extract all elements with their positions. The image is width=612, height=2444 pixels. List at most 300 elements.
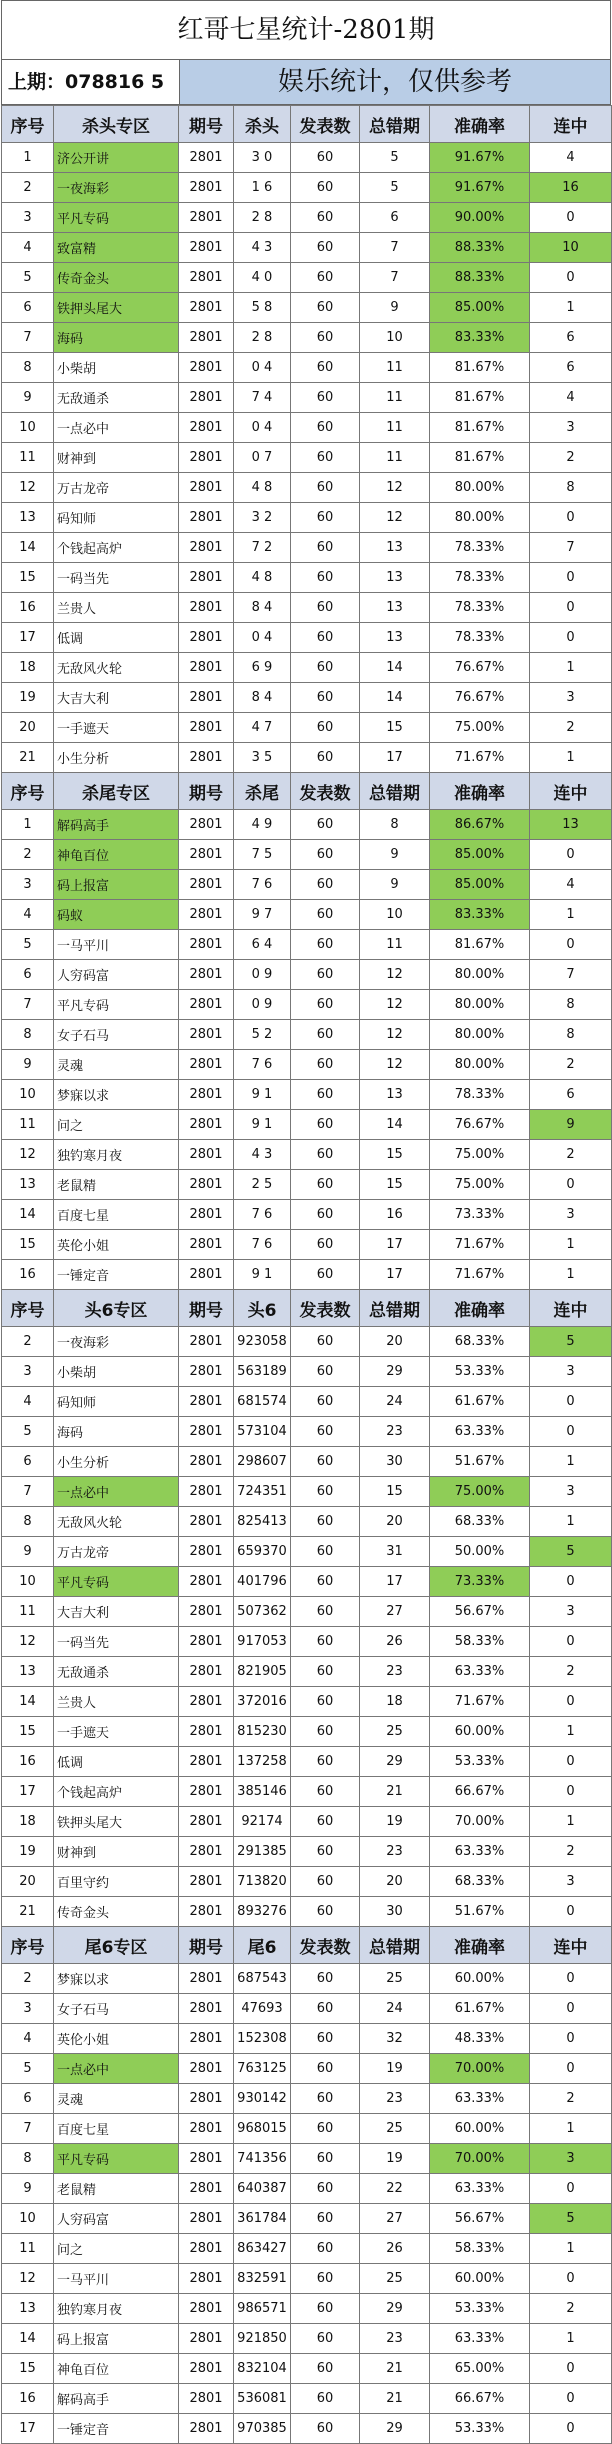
cell-issue-number: 2801 [179, 713, 234, 743]
cell-prediction-value: 659370 [234, 1537, 291, 1567]
cell-accuracy: 78.33% [430, 563, 530, 593]
cell-error-count: 5 [360, 143, 430, 173]
cell-accuracy: 83.33% [430, 900, 530, 930]
column-header-row-number: 序号 [2, 106, 54, 143]
cell-win-streak: 3 [530, 1597, 612, 1627]
cell-accuracy: 61.67% [430, 1994, 530, 2024]
table-row [2, 1447, 612, 1477]
table-row [2, 1200, 612, 1230]
cell-error-count: 20 [360, 1867, 430, 1897]
cell-row-number: 2 [2, 1964, 54, 1994]
cell-prediction-value: 4 0 [234, 263, 291, 293]
cell-source-name: 平凡专码 [54, 203, 179, 233]
cell-issue-number: 2801 [179, 2264, 234, 2294]
cell-win-streak: 0 [530, 1994, 612, 2024]
cell-accuracy: 75.00% [430, 713, 530, 743]
cell-row-number: 13 [2, 1170, 54, 1200]
cell-win-streak: 0 [530, 2354, 612, 2384]
cell-win-streak: 1 [530, 1507, 612, 1537]
cell-accuracy: 80.00% [430, 1050, 530, 1080]
cell-accuracy: 71.67% [430, 743, 530, 773]
cell-accuracy: 81.67% [430, 353, 530, 383]
cell-row-number: 17 [2, 2414, 54, 2444]
cell-prediction-value: 815230 [234, 1717, 291, 1747]
table-row [2, 683, 612, 713]
table-row [2, 900, 612, 930]
cell-prediction-value: 893276 [234, 1897, 291, 1927]
cell-error-count: 12 [360, 990, 430, 1020]
cell-source-name: 致富精 [54, 233, 179, 263]
cell-post-count: 60 [291, 143, 360, 173]
cell-issue-number: 2801 [179, 323, 234, 353]
table-row [2, 2354, 612, 2384]
cell-row-number: 8 [2, 2144, 54, 2174]
cell-accuracy: 70.00% [430, 1807, 530, 1837]
cell-win-streak: 16 [530, 173, 612, 203]
table-row [2, 930, 612, 960]
cell-source-name: 平凡专码 [54, 990, 179, 1020]
cell-error-count: 26 [360, 2234, 430, 2264]
cell-win-streak: 0 [530, 1747, 612, 1777]
cell-accuracy: 85.00% [430, 293, 530, 323]
cell-accuracy: 58.33% [430, 2234, 530, 2264]
cell-source-name: 一手遮天 [54, 713, 179, 743]
column-header-win-streak: 连中 [530, 106, 612, 143]
cell-win-streak: 0 [530, 1567, 612, 1597]
table-row [2, 383, 612, 413]
cell-row-number: 12 [2, 1140, 54, 1170]
cell-error-count: 12 [360, 503, 430, 533]
cell-source-name: 一夜海彩 [54, 1327, 179, 1357]
cell-issue-number: 2801 [179, 593, 234, 623]
cell-error-count: 23 [360, 2084, 430, 2114]
cell-win-streak: 0 [530, 2024, 612, 2054]
column-header-row-number: 序号 [2, 773, 54, 810]
table-row [2, 1170, 612, 1200]
cell-win-streak: 0 [530, 840, 612, 870]
cell-accuracy: 85.00% [430, 870, 530, 900]
cell-source-name: 英伦小姐 [54, 1230, 179, 1260]
cell-accuracy: 73.33% [430, 1567, 530, 1597]
column-header-win-streak: 连中 [530, 773, 612, 810]
cell-prediction-value: 4 3 [234, 1140, 291, 1170]
cell-issue-number: 2801 [179, 1050, 234, 1080]
table-row [2, 2204, 612, 2234]
table-row [2, 713, 612, 743]
cell-accuracy: 63.33% [430, 2174, 530, 2204]
table-row [2, 1687, 612, 1717]
cell-post-count: 60 [291, 2084, 360, 2114]
cell-row-number: 20 [2, 713, 54, 743]
cell-source-name: 梦寐以求 [54, 1964, 179, 1994]
cell-issue-number: 2801 [179, 1170, 234, 1200]
cell-win-streak: 3 [530, 413, 612, 443]
cell-post-count: 60 [291, 1140, 360, 1170]
cell-post-count: 60 [291, 930, 360, 960]
cell-post-count: 60 [291, 2174, 360, 2204]
cell-source-name: 一点必中 [54, 413, 179, 443]
cell-error-count: 27 [360, 2204, 430, 2234]
cell-prediction-value: 4 7 [234, 713, 291, 743]
cell-source-name: 个钱起高炉 [54, 533, 179, 563]
cell-prediction-value: 9 1 [234, 1080, 291, 1110]
cell-issue-number: 2801 [179, 1140, 234, 1170]
cell-error-count: 15 [360, 1140, 430, 1170]
cell-issue-number: 2801 [179, 1447, 234, 1477]
cell-post-count: 60 [291, 840, 360, 870]
table-row [2, 623, 612, 653]
cell-error-count: 11 [360, 353, 430, 383]
cell-accuracy: 70.00% [430, 2054, 530, 2084]
cell-win-streak: 7 [530, 960, 612, 990]
cell-source-name: 女子石马 [54, 1020, 179, 1050]
cell-row-number: 16 [2, 2384, 54, 2414]
cell-win-streak: 1 [530, 1230, 612, 1260]
cell-prediction-value: 923058 [234, 1327, 291, 1357]
cell-post-count: 60 [291, 1964, 360, 1994]
cell-issue-number: 2801 [179, 810, 234, 840]
section-header-row [2, 1927, 612, 1964]
cell-row-number: 1 [2, 810, 54, 840]
cell-issue-number: 2801 [179, 1417, 234, 1447]
stats-table [1, 105, 612, 2444]
cell-win-streak: 2 [530, 1140, 612, 1170]
cell-post-count: 60 [291, 1687, 360, 1717]
table-row [2, 1747, 612, 1777]
cell-prediction-value: 921850 [234, 2324, 291, 2354]
cell-prediction-value: 9 7 [234, 900, 291, 930]
cell-error-count: 7 [360, 233, 430, 263]
cell-win-streak: 1 [530, 900, 612, 930]
table-row [2, 2264, 612, 2294]
cell-accuracy: 63.33% [430, 1657, 530, 1687]
cell-error-count: 29 [360, 1747, 430, 1777]
cell-row-number: 11 [2, 1110, 54, 1140]
cell-error-count: 15 [360, 1477, 430, 1507]
cell-post-count: 60 [291, 1567, 360, 1597]
cell-post-count: 60 [291, 293, 360, 323]
cell-error-count: 5 [360, 173, 430, 203]
cell-issue-number: 2801 [179, 1080, 234, 1110]
cell-prediction-value: 361784 [234, 2204, 291, 2234]
table-row [2, 1260, 612, 1290]
cell-prediction-value: 0 4 [234, 623, 291, 653]
cell-row-number: 3 [2, 203, 54, 233]
cell-error-count: 22 [360, 2174, 430, 2204]
table-row [2, 870, 612, 900]
cell-prediction-value: 4 8 [234, 473, 291, 503]
cell-source-name: 英伦小姐 [54, 2024, 179, 2054]
cell-prediction-value: 5 8 [234, 293, 291, 323]
cell-source-name: 低调 [54, 1747, 179, 1777]
cell-prediction-value: 92174 [234, 1807, 291, 1837]
cell-accuracy: 78.33% [430, 593, 530, 623]
cell-prediction-value: 986571 [234, 2294, 291, 2324]
cell-error-count: 12 [360, 473, 430, 503]
cell-prediction-value: 763125 [234, 2054, 291, 2084]
cell-issue-number: 2801 [179, 1230, 234, 1260]
cell-win-streak: 5 [530, 1327, 612, 1357]
cell-error-count: 25 [360, 2114, 430, 2144]
cell-win-streak: 5 [530, 2204, 612, 2234]
cell-row-number: 13 [2, 2294, 54, 2324]
table-row [2, 2294, 612, 2324]
cell-source-name: 神龟百位 [54, 840, 179, 870]
cell-issue-number: 2801 [179, 653, 234, 683]
table-row [2, 323, 612, 353]
cell-accuracy: 75.00% [430, 1140, 530, 1170]
cell-post-count: 60 [291, 1897, 360, 1927]
cell-source-name: 小生分析 [54, 1447, 179, 1477]
cell-issue-number: 2801 [179, 173, 234, 203]
cell-prediction-value: 3 0 [234, 143, 291, 173]
cell-issue-number: 2801 [179, 203, 234, 233]
cell-issue-number: 2801 [179, 563, 234, 593]
cell-row-number: 7 [2, 2114, 54, 2144]
cell-row-number: 11 [2, 2234, 54, 2264]
cell-post-count: 60 [291, 473, 360, 503]
table-row [2, 1807, 612, 1837]
cell-error-count: 21 [360, 2384, 430, 2414]
cell-error-count: 6 [360, 203, 430, 233]
cell-issue-number: 2801 [179, 1897, 234, 1927]
page-title: 红哥七星统计-2801期 [1, 0, 611, 59]
cell-row-number: 19 [2, 683, 54, 713]
cell-error-count: 12 [360, 1020, 430, 1050]
cell-source-name: 一码当先 [54, 563, 179, 593]
cell-win-streak: 1 [530, 1260, 612, 1290]
table-row [2, 2024, 612, 2054]
cell-win-streak: 1 [530, 293, 612, 323]
cell-error-count: 10 [360, 323, 430, 353]
cell-prediction-value: 681574 [234, 1387, 291, 1417]
cell-issue-number: 2801 [179, 1387, 234, 1417]
cell-win-streak: 1 [530, 1807, 612, 1837]
cell-error-count: 20 [360, 1327, 430, 1357]
cell-issue-number: 2801 [179, 1867, 234, 1897]
cell-prediction-value: 298607 [234, 1447, 291, 1477]
cell-source-name: 一手遮天 [54, 1717, 179, 1747]
cell-accuracy: 80.00% [430, 503, 530, 533]
cell-error-count: 25 [360, 1964, 430, 1994]
cell-issue-number: 2801 [179, 1777, 234, 1807]
cell-prediction-value: 7 5 [234, 840, 291, 870]
table-row [2, 173, 612, 203]
cell-accuracy: 66.67% [430, 1777, 530, 1807]
column-header-source-name: 杀尾专区 [54, 773, 179, 810]
column-header-issue-number: 期号 [179, 106, 234, 143]
cell-post-count: 60 [291, 1080, 360, 1110]
cell-error-count: 18 [360, 1687, 430, 1717]
cell-source-name: 小柴胡 [54, 353, 179, 383]
cell-post-count: 60 [291, 960, 360, 990]
cell-row-number: 5 [2, 2054, 54, 2084]
cell-source-name: 人穷码富 [54, 2204, 179, 2234]
cell-post-count: 60 [291, 1200, 360, 1230]
cell-issue-number: 2801 [179, 2384, 234, 2414]
cell-win-streak: 2 [530, 713, 612, 743]
cell-accuracy: 81.67% [430, 413, 530, 443]
table-row [2, 1597, 612, 1627]
cell-prediction-value: 741356 [234, 2144, 291, 2174]
cell-win-streak: 3 [530, 1200, 612, 1230]
cell-prediction-value: 3 2 [234, 503, 291, 533]
cell-issue-number: 2801 [179, 840, 234, 870]
section-header-row [2, 773, 612, 810]
cell-source-name: 人穷码富 [54, 960, 179, 990]
cell-error-count: 23 [360, 1417, 430, 1447]
cell-row-number: 1 [2, 143, 54, 173]
cell-row-number: 14 [2, 1687, 54, 1717]
cell-issue-number: 2801 [179, 2114, 234, 2144]
cell-accuracy: 91.67% [430, 173, 530, 203]
cell-row-number: 3 [2, 1357, 54, 1387]
cell-issue-number: 2801 [179, 473, 234, 503]
cell-win-streak: 3 [530, 1867, 612, 1897]
column-header-issue-number: 期号 [179, 1290, 234, 1327]
cell-error-count: 16 [360, 1200, 430, 1230]
cell-error-count: 17 [360, 743, 430, 773]
cell-accuracy: 73.33% [430, 1200, 530, 1230]
cell-accuracy: 56.67% [430, 1597, 530, 1627]
cell-accuracy: 65.00% [430, 2354, 530, 2384]
table-row [2, 1964, 612, 1994]
table-row [2, 563, 612, 593]
cell-prediction-value: 0 9 [234, 990, 291, 1020]
cell-accuracy: 51.67% [430, 1897, 530, 1927]
cell-error-count: 30 [360, 1897, 430, 1927]
cell-row-number: 2 [2, 1327, 54, 1357]
table-row [2, 593, 612, 623]
cell-issue-number: 2801 [179, 623, 234, 653]
cell-accuracy: 63.33% [430, 2324, 530, 2354]
cell-row-number: 2 [2, 840, 54, 870]
cell-row-number: 4 [2, 1387, 54, 1417]
table-row [2, 473, 612, 503]
cell-prediction-value: 385146 [234, 1777, 291, 1807]
cell-error-count: 14 [360, 653, 430, 683]
table-row [2, 1387, 612, 1417]
cell-error-count: 19 [360, 2144, 430, 2174]
column-header-win-streak: 连中 [530, 1290, 612, 1327]
cell-error-count: 13 [360, 563, 430, 593]
cell-source-name: 百度七星 [54, 2114, 179, 2144]
cell-win-streak: 0 [530, 930, 612, 960]
cell-accuracy: 58.33% [430, 1627, 530, 1657]
cell-row-number: 5 [2, 263, 54, 293]
cell-win-streak: 0 [530, 1897, 612, 1927]
cell-post-count: 60 [291, 1867, 360, 1897]
cell-prediction-value: 9 1 [234, 1110, 291, 1140]
cell-error-count: 24 [360, 1994, 430, 2024]
column-header-row-number: 序号 [2, 1290, 54, 1327]
cell-source-name: 解码高手 [54, 2384, 179, 2414]
cell-post-count: 60 [291, 1994, 360, 2024]
table-row [2, 1327, 612, 1357]
cell-row-number: 6 [2, 293, 54, 323]
cell-row-number: 6 [2, 1447, 54, 1477]
column-header-post-count: 发表数 [291, 1927, 360, 1964]
cell-accuracy: 71.67% [430, 1687, 530, 1717]
cell-row-number: 10 [2, 1567, 54, 1597]
cell-post-count: 60 [291, 1717, 360, 1747]
cell-issue-number: 2801 [179, 233, 234, 263]
cell-error-count: 29 [360, 2294, 430, 2324]
cell-issue-number: 2801 [179, 293, 234, 323]
cell-win-streak: 0 [530, 2414, 612, 2444]
cell-post-count: 60 [291, 1260, 360, 1290]
cell-post-count: 60 [291, 1747, 360, 1777]
cell-post-count: 60 [291, 1537, 360, 1567]
cell-source-name: 海码 [54, 1417, 179, 1447]
cell-issue-number: 2801 [179, 1597, 234, 1627]
cell-post-count: 60 [291, 1050, 360, 1080]
cell-accuracy: 60.00% [430, 1717, 530, 1747]
cell-error-count: 25 [360, 2264, 430, 2294]
disclaimer-banner: 娱乐统计，仅供参考 [180, 60, 610, 104]
cell-issue-number: 2801 [179, 1687, 234, 1717]
cell-accuracy: 80.00% [430, 960, 530, 990]
cell-row-number: 9 [2, 1537, 54, 1567]
cell-win-streak: 0 [530, 2174, 612, 2204]
cell-row-number: 4 [2, 233, 54, 263]
cell-accuracy: 86.67% [430, 810, 530, 840]
column-header-win-streak: 连中 [530, 1927, 612, 1964]
cell-issue-number: 2801 [179, 533, 234, 563]
cell-row-number: 21 [2, 1897, 54, 1927]
cell-row-number: 16 [2, 1747, 54, 1777]
cell-source-name: 财神到 [54, 443, 179, 473]
cell-issue-number: 2801 [179, 1200, 234, 1230]
cell-row-number: 12 [2, 1627, 54, 1657]
column-header-accuracy: 准确率 [430, 773, 530, 810]
cell-issue-number: 2801 [179, 143, 234, 173]
cell-source-name: 无敌通杀 [54, 1657, 179, 1687]
cell-source-name: 码蚁 [54, 900, 179, 930]
cell-post-count: 60 [291, 173, 360, 203]
cell-source-name: 解码高手 [54, 810, 179, 840]
cell-accuracy: 76.67% [430, 1110, 530, 1140]
cell-error-count: 13 [360, 1080, 430, 1110]
cell-error-count: 23 [360, 2324, 430, 2354]
cell-win-streak: 0 [530, 623, 612, 653]
cell-accuracy: 78.33% [430, 1080, 530, 1110]
cell-accuracy: 68.33% [430, 1507, 530, 1537]
cell-source-name: 低调 [54, 623, 179, 653]
cell-win-streak: 9 [530, 1110, 612, 1140]
cell-error-count: 12 [360, 960, 430, 990]
cell-post-count: 60 [291, 383, 360, 413]
column-header-error-count: 总错期 [360, 773, 430, 810]
column-header-source-name: 杀头专区 [54, 106, 179, 143]
cell-win-streak: 1 [530, 2114, 612, 2144]
cell-win-streak: 0 [530, 2054, 612, 2084]
cell-win-streak: 3 [530, 2144, 612, 2174]
table-row [2, 1080, 612, 1110]
cell-source-name: 女子石马 [54, 1994, 179, 2024]
cell-prediction-value: 401796 [234, 1567, 291, 1597]
cell-post-count: 60 [291, 413, 360, 443]
cell-post-count: 60 [291, 443, 360, 473]
cell-row-number: 20 [2, 1867, 54, 1897]
cell-post-count: 60 [291, 1837, 360, 1867]
cell-error-count: 10 [360, 900, 430, 930]
cell-post-count: 60 [291, 2204, 360, 2234]
cell-post-count: 60 [291, 623, 360, 653]
cell-row-number: 11 [2, 443, 54, 473]
cell-issue-number: 2801 [179, 2354, 234, 2384]
cell-issue-number: 2801 [179, 1357, 234, 1387]
